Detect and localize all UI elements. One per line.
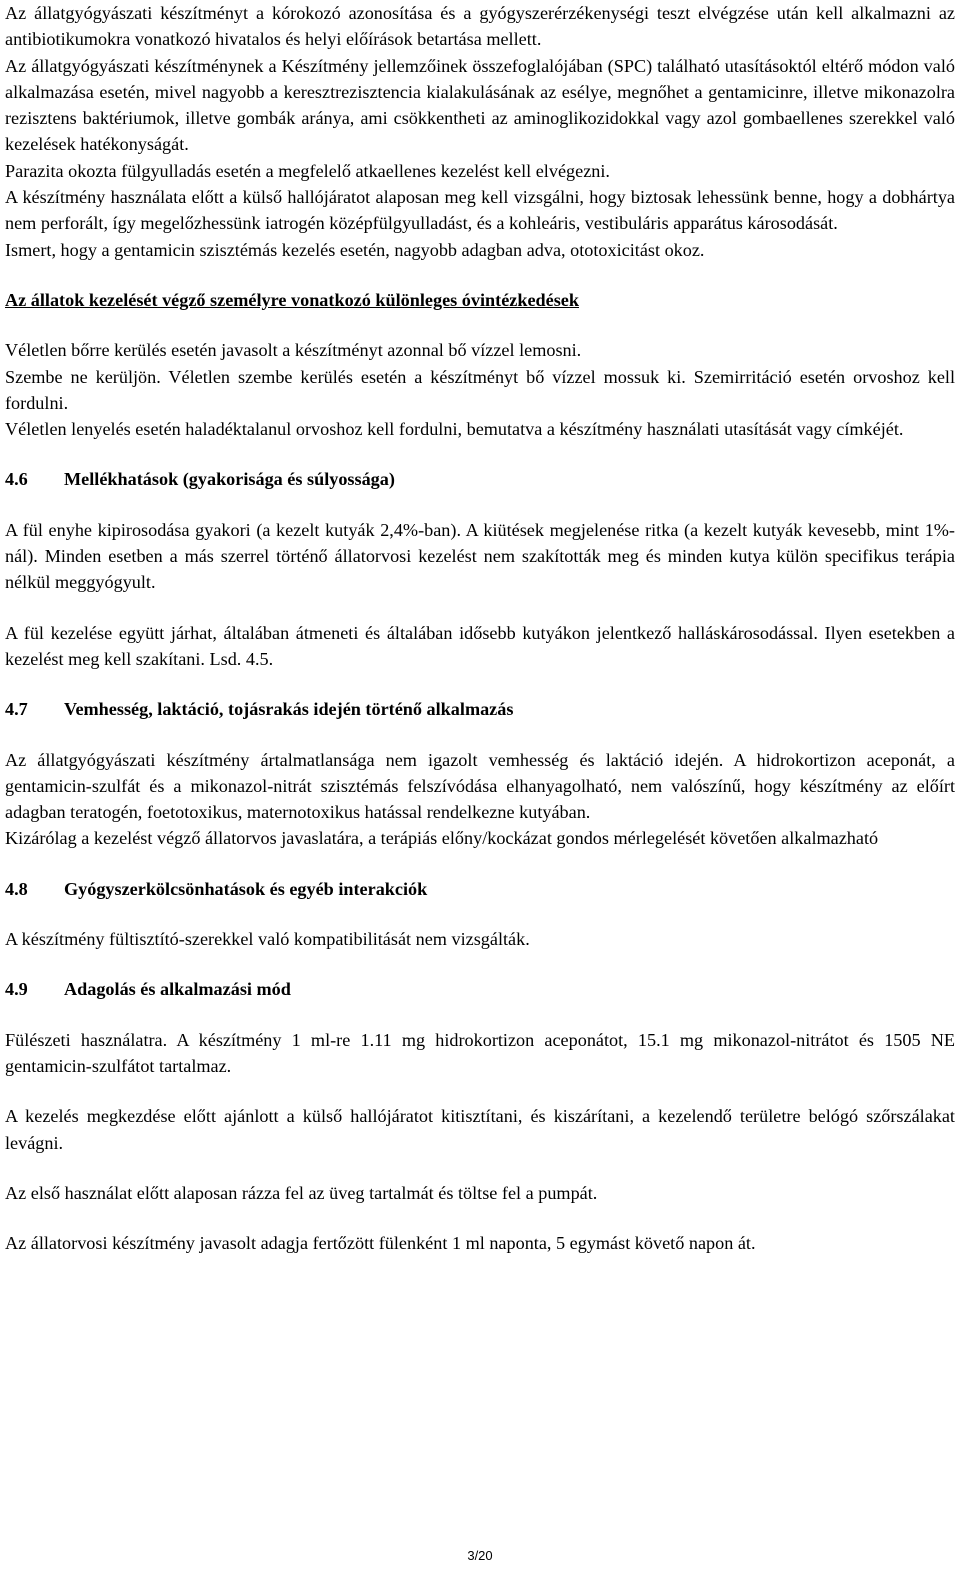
intro-paragraph-3: Parazita okozta fülgyulladás esetén a megfelelő atkaellenes kezelést kell elvégezni. xyxy=(5,160,610,181)
section-title: Adagolás és alkalmazási mód xyxy=(64,979,291,1000)
pregnancy-paragraph-1: Az állatgyógyászati készítmény ártalmatlansága nem igazolt vemhesség és laktáció idején. A hidrokortizon aceponát, a gentamicin-szulfát és a mikonazol-nitrát szisztémás felszívódása elhanyagolható, nem valószínű, hogy készítmény az előírt adagban teratogén, foetotoxikus, maternotoxikus hatással rendelkezne kutyában. xyxy=(5,749,955,823)
section-title: Vemhesség, laktáció, tojásrakás idején történő alkalmazás xyxy=(64,699,514,720)
section-number: 4.6 xyxy=(5,469,28,490)
section-title: Mellékhatások (gyakorisága és súlyossága) xyxy=(64,469,395,490)
intro-paragraph-5: Ismert, hogy a gentamicin szisztémás kezelés esetén, nagyobb adagban adva, ototoxicitást okoz. xyxy=(5,239,705,260)
handler-precautions-heading: Az állatok kezelését végző személyre vonatkozó különleges óvintézkedések xyxy=(5,289,579,310)
handler-paragraph-3: Véletlen lenyelés esetén haladéktalanul orvoshoz kell fordulni, bemutatva a készítmény használati utasítását vagy címkéjét. xyxy=(5,419,904,440)
side-effects-paragraph-2: A fül kezelése együtt járhat, általában átmeneti és általában idősebb kutyákon jelentkező halláskárosodással. Ilyen esetekben a kezelést meg kell szakítani. Lsd. 4.5. xyxy=(5,622,955,669)
section-4-8-heading xyxy=(5,876,955,902)
section-title: Gyógyszerkölcsönhatások és egyéb interakciók xyxy=(64,878,428,899)
section-4-9-heading xyxy=(5,976,955,1002)
document-page xyxy=(5,0,955,1256)
intro-paragraph-4: A készítmény használata előtt a külső hallójáratot alaposan meg kell vizsgálni, hogy biztosak lehessünk benne, hogy a dobhártya nem perforált, így megelőzhessünk iatrogén középfülgyulladást, és a kohleáris, vestibuláris apparátus károsodását. xyxy=(5,187,955,234)
side-effects-paragraph-1: A fül enyhe kipirosodása gyakori (a kezelt kutyák 2,4%-ban). A kiütések megjelenése ritka (a kezelt kutyák kevesebb, mint 1%-nál). Minden esetben a más szerrel történő állatorvosi kezelést nem szakították meg és minden kutya külön specifikus terápia nélkül meggyógyult. xyxy=(5,519,955,593)
dosage-paragraph-3: Az első használat előtt alaposan rázza fel az üveg tartalmát és töltse fel a pumpát. xyxy=(5,1182,598,1203)
dosage-paragraph-4: Az állatorvosi készítmény javasolt adagja fertőzött fülenként 1 ml naponta, 5 egymást követő napon át. xyxy=(5,1233,756,1254)
pregnancy-paragraph-2: Kizárólag a kezelést végző állatorvos javaslatára, a terápiás előny/kockázat gondos mérlegelését követően alkalmazható xyxy=(5,828,879,849)
handler-paragraph-2: Szembe ne kerüljön. Véletlen szembe kerülés esetén a készítményt bő vízzel mossuk ki. Szemirritáció esetén orvoshoz kell fordulni. xyxy=(5,366,955,413)
section-4-6-heading xyxy=(5,466,955,492)
intro-paragraph-2: Az állatgyógyászati készítménynek a Készítmény jellemzőinek összefoglalójában (SPC) található utasításoktól eltérő módon való alkalmazása esetén, mivel nagyobb a keresztrezisztencia kialakulásának az esélye, megnőhet a gentamicinre, illetve mikonazolra rezisztens baktériumok, illetve gombák aránya, ami csökkentheti az aminoglikozidokkal vagy azol gombaellenes szerekkel való kezelések hatékonyságát. xyxy=(5,55,955,155)
section-number: 4.8 xyxy=(5,878,28,899)
section-number: 4.7 xyxy=(5,699,28,720)
section-4-7-heading xyxy=(5,696,955,722)
handler-paragraph-1: Véletlen bőrre kerülés esetén javasolt a készítményt azonnal bő vízzel lemosni. xyxy=(5,340,582,361)
page-number: 3/20 xyxy=(467,1548,493,1563)
intro-paragraph-1: Az állatgyógyászati készítményt a kórokozó azonosítása és a gyógyszerérzékenységi teszt elvégzése után kell alkalmazni az antibiotikumokra vonatkozó hivatalos és helyi előírások betartása mellett. xyxy=(5,3,955,50)
dosage-paragraph-1: Fülészeti használatra. A készítmény 1 ml-re 1.11 mg hidrokortizon aceponátot, 15.1 mg mikonazol-nitrátot és 1505 NE gentamicin-szulfátot tartalmaz. xyxy=(5,1029,955,1076)
section-number: 4.9 xyxy=(5,979,28,1000)
dosage-paragraph-2: A kezelés megkezdése előtt ajánlott a külső hallójáratot kitisztítani, és kiszárítani, a kezelendő területre belógó szőrszálakat levágni. xyxy=(5,1106,955,1153)
interactions-paragraph-1: A készítmény fültisztító-szerekkel való kompatibilitását nem vizsgálták. xyxy=(5,929,530,950)
